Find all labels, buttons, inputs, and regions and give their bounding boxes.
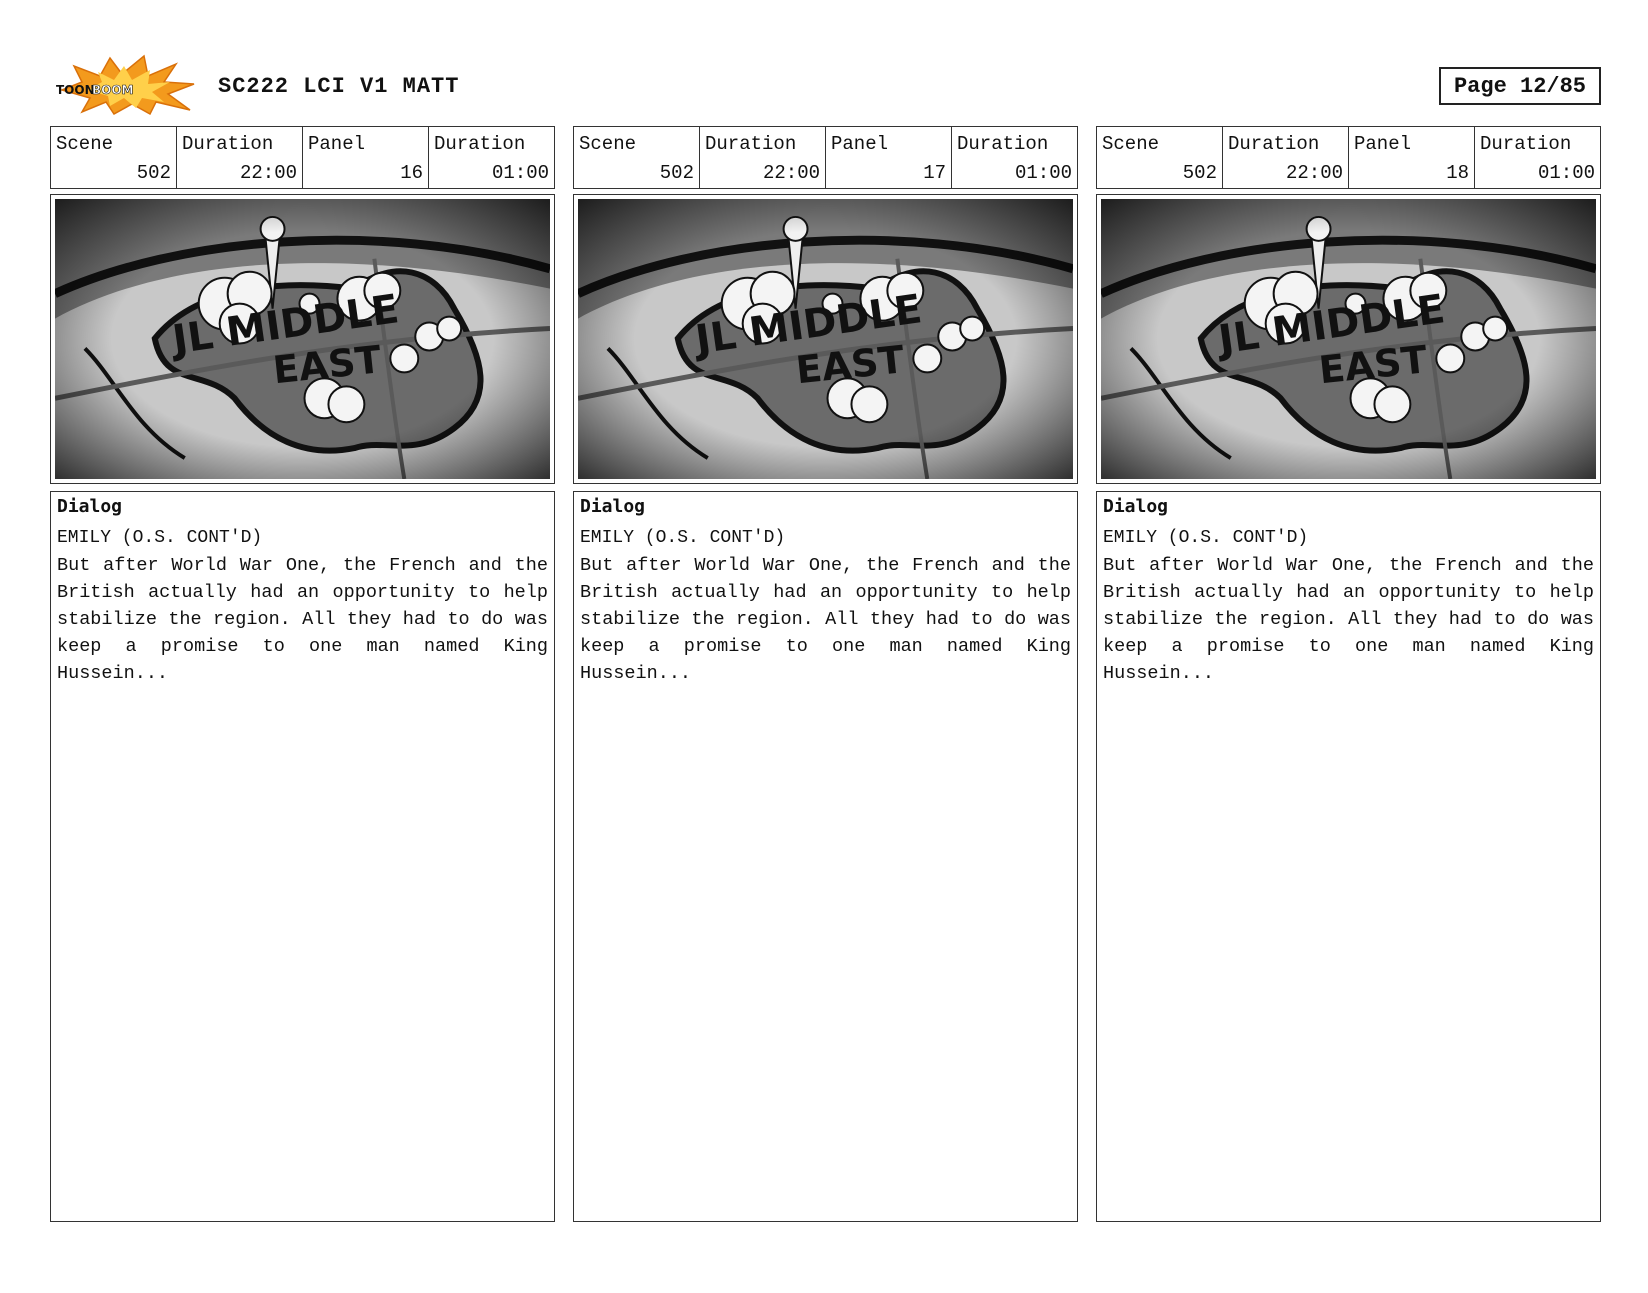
scene-cell [51,127,177,188]
dialog-speaker: EMILY (O.S. CONT'D) [1103,528,1309,548]
panel-number: 17 [923,162,946,184]
panel-duration-value: 01:00 [491,162,549,184]
panel-number: 16 [400,162,423,184]
middle-east-map-sketch [55,199,550,479]
svg-text:TOON: TOON [56,83,95,97]
scene-duration-cell [1223,127,1349,188]
dialog-text: But after World War One, the French and the British actually had an opportunity to help stabilize the region. All they had to do was keep a promise to one man named King Hussein... [57,555,548,684]
panel-duration-label: Duration [1480,133,1572,155]
panel-info-bar [50,126,555,189]
storyboard-panel-17 [573,126,1078,1222]
middle-east-map-sketch [578,199,1073,479]
scene-duration-label: Duration [705,133,797,155]
scene-cell [574,127,700,188]
panel-cell [303,127,429,188]
panel-sketch-image [1096,194,1601,484]
page-indicator: Page 12/85 [1439,67,1601,105]
scene-duration-label: Duration [182,133,274,155]
panel-label: Panel [1354,133,1412,155]
scene-duration-cell [700,127,826,188]
svg-text:BOOM: BOOM [92,83,134,97]
panel-duration-value: 01:00 [1014,162,1072,184]
scene-label: Scene [579,133,637,155]
panel-label: Panel [831,133,889,155]
panel-info-bar [573,126,1078,189]
panel-label: Panel [308,133,366,155]
toonboom-logo [52,54,197,116]
scene-number: 502 [659,162,694,184]
dialog-heading: Dialog [580,496,646,517]
dialog-heading: Dialog [1103,496,1169,517]
scene-number: 502 [136,162,171,184]
scene-duration-label: Duration [1228,133,1320,155]
storyboard-panel-16 [50,126,555,1222]
dialog-text: But after World War One, the French and the British actually had an opportunity to help stabilize the region. All they had to do was keep a promise to one man named King Hussein... [1103,555,1594,684]
dialog-text: But after World War One, the French and the British actually had an opportunity to help stabilize the region. All they had to do was keep a promise to one man named King Hussein... [580,555,1071,684]
scene-duration-value: 22:00 [1285,162,1343,184]
scene-label: Scene [56,133,114,155]
panel-duration-value: 01:00 [1537,162,1595,184]
scene-duration-cell [177,127,303,188]
scene-duration-value: 22:00 [762,162,820,184]
scene-label: Scene [1102,133,1160,155]
storyboard-panel-18 [1096,126,1601,1222]
dialog-heading: Dialog [57,496,123,517]
dialog-box [1096,491,1601,1222]
panel-sketch-image [50,194,555,484]
panel-sketch-image [573,194,1078,484]
panel-duration-cell [952,127,1077,188]
middle-east-map-sketch [1101,199,1596,479]
dialog-speaker: EMILY (O.S. CONT'D) [580,528,786,548]
panel-number: 18 [1446,162,1469,184]
document-title: SC222 LCI V1 MATT [218,74,460,99]
panel-duration-cell [1475,127,1600,188]
dialog-box [50,491,555,1222]
scene-duration-value: 22:00 [239,162,297,184]
panel-info-bar [1096,126,1601,189]
panel-duration-label: Duration [434,133,526,155]
scene-cell [1097,127,1223,188]
panel-duration-cell [429,127,554,188]
panel-cell [826,127,952,188]
panel-cell [1349,127,1475,188]
dialog-box [573,491,1078,1222]
scene-number: 502 [1182,162,1217,184]
dialog-speaker: EMILY (O.S. CONT'D) [57,528,263,548]
panel-duration-label: Duration [957,133,1049,155]
